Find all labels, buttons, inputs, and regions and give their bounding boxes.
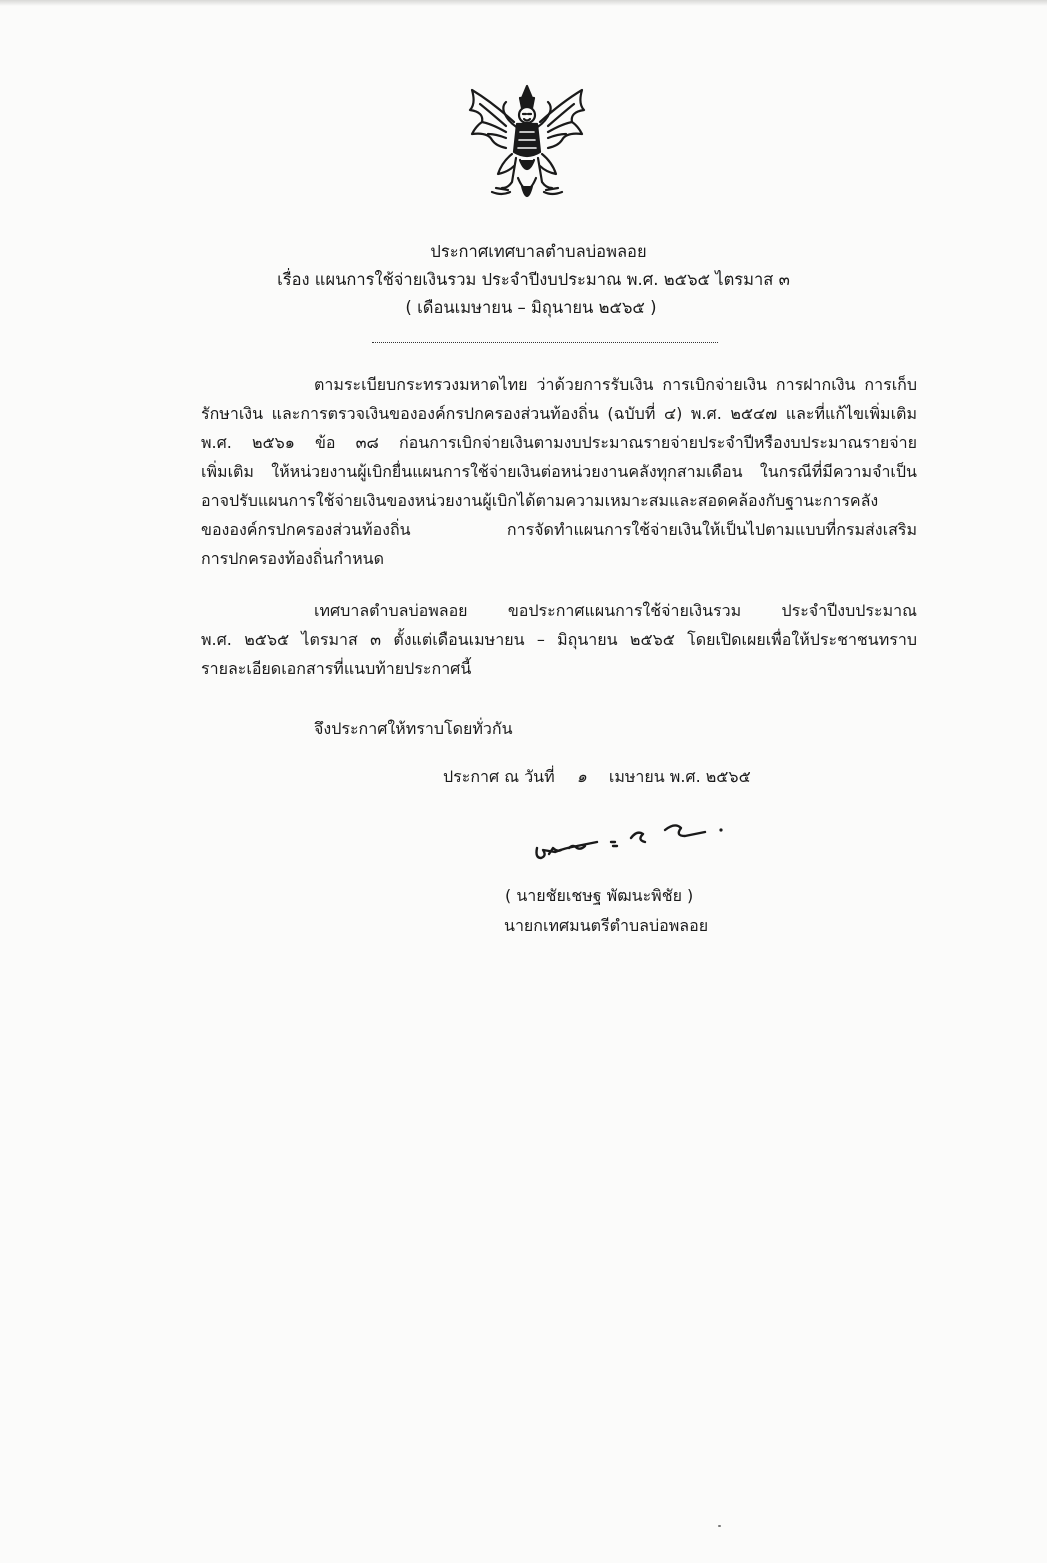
handwritten-signature	[525, 808, 735, 868]
announcement-subject: เรื่อง แผนการใช้จ่ายเงินรวม ประจำปีงบประมาณ พ.ศ. ๒๕๖๕ ไตรมาส ๓	[277, 270, 790, 289]
announcement-period: ( เดือนเมษายน – มิถุนายน ๒๕๖๕ )	[405, 298, 657, 317]
paragraph-line: ขององค์กรปกครองส่วนท้องถิ่น การจัดทำแผนการใช้จ่ายเงินให้เป็นไปตามแบบที่กรมส่งเสริม	[201, 520, 917, 539]
body-paragraph-2	[201, 596, 917, 683]
paper-speck	[718, 1525, 721, 1527]
paragraph-line: เทศบาลตำบลบ่อพลอย ขอประกาศแผนการใช้จ่ายเงินรวม ประจำปีงบประมาณ	[314, 601, 917, 620]
dotted-separator	[372, 342, 718, 343]
paragraph-line: พ.ศ. ๒๕๖๑ ข้อ ๓๘ ก่อนการเบิกจ่ายเงินตามงบประมาณรายจ่ายประจำปีหรืองบประมาณรายจ่าย	[201, 433, 917, 452]
closing-statement: จึงประกาศให้ทราบโดยทั่วกัน	[314, 719, 513, 738]
paragraph-line: การปกครองท้องถิ่นกำหนด	[201, 549, 384, 568]
page-edge-shadow	[0, 0, 1047, 6]
announcement-date	[443, 762, 751, 791]
announcement-title: ประกาศเทศบาลตำบลบ่อพลอย	[430, 242, 647, 261]
paragraph-line: พ.ศ. ๒๕๖๕ ไตรมาส ๓ ตั้งแต่เดือนเมษายน – มิถุนายน ๒๕๖๕ โดยเปิดเผยเพื่อให้ประชาชนทราบ	[201, 630, 917, 649]
date-suffix: เมษายน พ.ศ. ๒๕๖๕	[608, 767, 751, 786]
announcement-header	[0, 238, 1047, 322]
paragraph-line: รักษาเงิน และการตรวจเงินขององค์กรปกครองส่วนท้องถิ่น (ฉบับที่ ๔) พ.ศ. ๒๕๔๗ และที่แก้ไขเพิ่มเติม	[201, 404, 917, 423]
paragraph-line: รายละเอียดเอกสารที่แนบท้ายประกาศนี้	[201, 659, 472, 678]
date-day: ๑	[576, 767, 587, 786]
date-prefix: ประกาศ ณ วันที่	[443, 767, 555, 786]
signer-position: นายกเทศมนตรีตำบลบ่อพลอย	[504, 916, 709, 935]
paragraph-line: เพิ่มเติม ให้หน่วยงานผู้เบิกยื่นแผนการใช้จ่ายเงินต่อหน่วยงานคลังทุกสามเดือน ในกรณีที่มีความจำเป็น	[201, 462, 917, 481]
garuda-emblem-icon	[462, 82, 592, 212]
signer-name: ( นายชัยเชษฐ พัฒนะพิชัย )	[505, 886, 694, 905]
paragraph-line: ตามระเบียบกระทรวงมหาดไทย ว่าด้วยการรับเงิน การเบิกจ่ายเงิน การฝากเงิน การเก็บ	[314, 375, 917, 394]
body-paragraph-1	[201, 370, 917, 573]
paragraph-line: อาจปรับแผนการใช้จ่ายเงินของหน่วยงานผู้เบิกได้ตามความเหมาะสมและสอดคล้องกับฐานะการคลัง	[201, 491, 879, 510]
